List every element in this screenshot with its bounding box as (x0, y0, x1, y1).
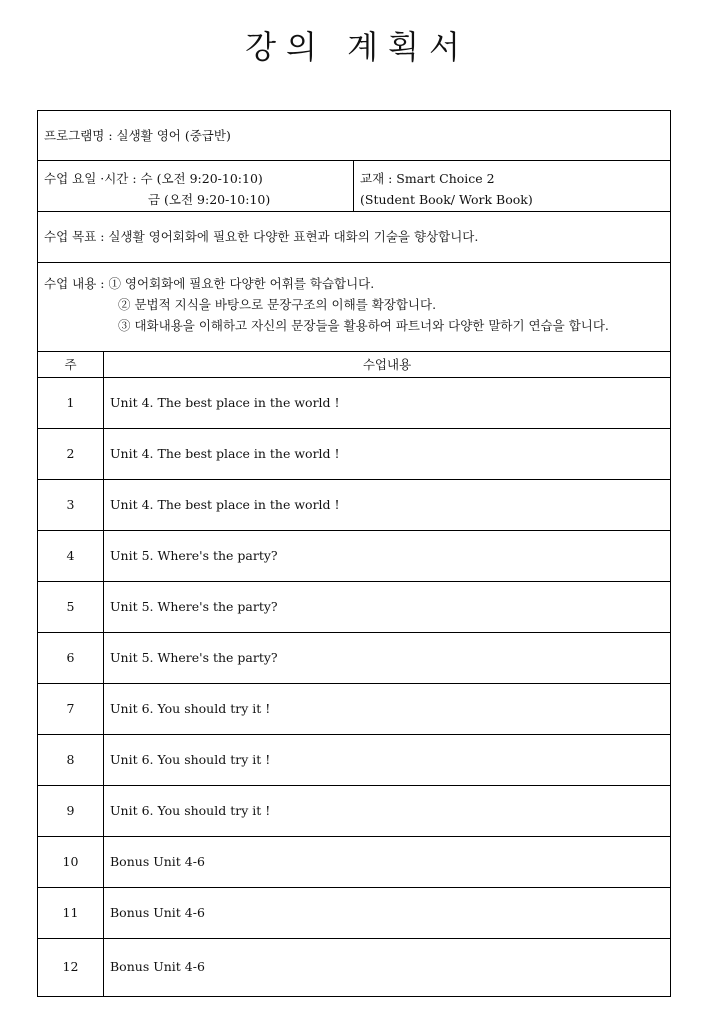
table-row (38, 837, 670, 888)
class-goal: 수업 목표 : 실생활 영어회화에 필요한 다양한 표현과 대화의 기술을 향상합니다. (38, 212, 670, 263)
syllabus-table (37, 110, 671, 997)
textbook-line-2: (Student Book/ Work Book) (360, 192, 533, 207)
week-content: Unit 5. Where's the party? (110, 548, 278, 563)
content-item: ③ 대화내용을 이해하고 자신의 문장들을 활용하여 파트너와 다양한 말하기 연습을 합니다. (118, 318, 609, 333)
page-title: 강의 계획서 (245, 28, 470, 66)
week-content: Unit 5. Where's the party? (110, 650, 278, 665)
week-number: 12 (38, 939, 104, 996)
week-number: 10 (38, 837, 104, 887)
table-row (38, 378, 670, 429)
week-number: 2 (38, 429, 104, 479)
week-number: 1 (38, 378, 104, 428)
content-header: 수업내용 (362, 357, 412, 372)
week-content: Bonus Unit 4-6 (110, 854, 205, 869)
week-number: 4 (38, 531, 104, 581)
week-number: 9 (38, 786, 104, 836)
week-content: Unit 6. You should try it ! (110, 752, 271, 767)
table-row (38, 939, 670, 996)
table-row (38, 429, 670, 480)
table-row (38, 582, 670, 633)
schedule-line-2: 금 (오전 9:20-10:10) (148, 192, 271, 207)
table-header (38, 352, 670, 378)
week-number: 8 (38, 735, 104, 785)
table-row (38, 786, 670, 837)
content-item: ① 영어회화에 필요한 다양한 어휘를 학습합니다. (108, 276, 375, 291)
schedule-row (38, 161, 670, 212)
week-content: Unit 4. The best place in the world ! (110, 446, 340, 461)
table-row (38, 531, 670, 582)
table-row (38, 888, 670, 939)
week-content: Unit 4. The best place in the world ! (110, 497, 340, 512)
table-row (38, 480, 670, 531)
table-row (38, 633, 670, 684)
week-number: 5 (38, 582, 104, 632)
class-schedule (38, 161, 354, 211)
content-line-1 (44, 273, 664, 294)
program-name: 프로그램명 : 실생활 영어 (중급반) (38, 111, 670, 161)
table-row (38, 735, 670, 786)
week-content: Unit 6. You should try it ! (110, 803, 271, 818)
week-content: Unit 4. The best place in the world ! (110, 395, 340, 410)
week-content: Unit 5. Where's the party? (110, 599, 278, 614)
week-content: Bonus Unit 4-6 (110, 959, 205, 974)
textbook-line-1: 교재 : Smart Choice 2 (360, 171, 495, 186)
week-number: 3 (38, 480, 104, 530)
content-label: 수업 내용 : (44, 276, 105, 291)
week-content: Bonus Unit 4-6 (110, 905, 205, 920)
class-content (38, 263, 670, 352)
week-number: 6 (38, 633, 104, 683)
week-number: 11 (38, 888, 104, 938)
textbook (354, 161, 670, 211)
week-number: 7 (38, 684, 104, 734)
content-item: ② 문법적 지식을 바탕으로 문장구조의 이해를 확장합니다. (118, 297, 437, 312)
week-content: Unit 6. You should try it ! (110, 701, 271, 716)
table-row (38, 684, 670, 735)
week-header: 주 (38, 352, 104, 377)
schedule-line-1: 수업 요일 ·시간 : 수 (오전 9:20-10:10) (44, 171, 263, 186)
